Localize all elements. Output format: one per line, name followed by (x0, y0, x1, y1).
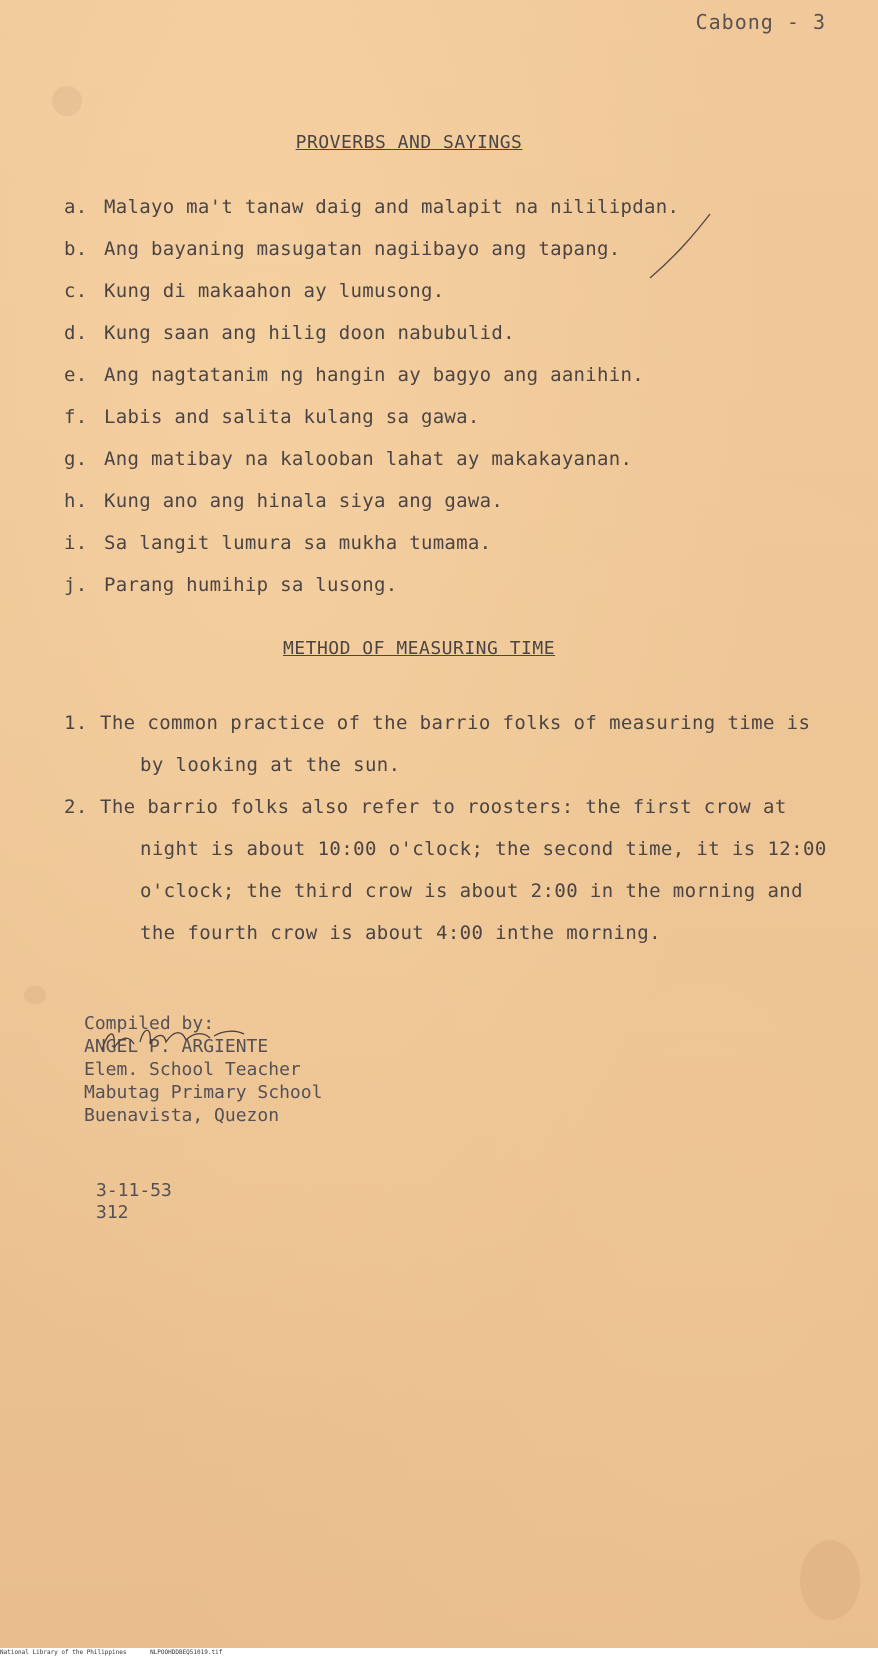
proverbs-list (64, 196, 679, 616)
proverb-text: Malayo ma't tanaw daig and malapit na nililipdan. (104, 196, 680, 218)
document-number: 312 (96, 1202, 129, 1223)
item-number: 2. (64, 796, 88, 818)
item-letter: i. (64, 532, 88, 554)
list-item (64, 406, 679, 448)
item-number: 1. (64, 712, 88, 734)
scan-footer (0, 1648, 878, 1658)
list-item (64, 238, 679, 280)
compiled-by-label: Compiled by: (84, 1013, 215, 1034)
list-item (64, 574, 679, 616)
list-item (64, 786, 834, 954)
compiler-school: Mabutag Primary School (84, 1082, 323, 1103)
item-letter: b. (64, 238, 88, 260)
paper-stain (52, 86, 82, 116)
item-letter: g. (64, 448, 88, 470)
pen-check-mark (644, 210, 714, 282)
list-item (64, 532, 679, 574)
compiler-name: ANGEL P. ARGIENTE (84, 1036, 269, 1057)
item-letter: a. (64, 196, 88, 218)
paper-stain (800, 1540, 860, 1620)
proverb-text: Sa langit lumura sa mukha tumama. (104, 532, 492, 554)
proverbs-heading: PROVERBS AND SAYINGS (295, 132, 523, 153)
method-text: The barrio folks also refer to roosters: the first crow at night is about 10:00 o'clock; the second time, it is 12:00 o'clock; the third crow is about 2:00 in the morning and the fourth crow is about 4:00 inthe morning. (100, 796, 827, 944)
item-letter: e. (64, 364, 88, 386)
proverb-text: Ang matibay na kalooban lahat ay makakayanan. (104, 448, 633, 470)
item-letter: f. (64, 406, 88, 428)
page-identifier: Cabong - 3 (695, 10, 826, 34)
item-letter: c. (64, 280, 88, 302)
date-block (96, 1180, 172, 1224)
scan-filename: NLPOOHDDBEQ51019.tif (150, 1649, 223, 1656)
list-item (64, 448, 679, 490)
compiler-title: Elem. School Teacher (84, 1059, 301, 1080)
proverb-text: Parang humihip sa lusong. (104, 574, 398, 596)
list-item (64, 196, 679, 238)
item-letter: d. (64, 322, 88, 344)
proverb-text: Labis and salita kulang sa gawa. (104, 406, 480, 428)
list-item (64, 702, 834, 786)
proverb-text: Ang nagtatanim ng hangin ay bagyo ang aanihin. (104, 364, 644, 386)
method-heading: METHOD OF MEASURING TIME (282, 638, 556, 659)
list-item (64, 490, 679, 532)
proverb-text: Ang bayaning masugatan nagiibayo ang tapang. (104, 238, 621, 260)
item-letter: j. (64, 574, 88, 596)
method-list (64, 702, 834, 954)
document-date: 3-11-53 (96, 1180, 172, 1201)
signature-block (84, 1012, 322, 1127)
list-item (64, 364, 679, 406)
compiler-location: Buenavista, Quezon (84, 1105, 280, 1126)
proverb-text: Kung di makaahon ay lumusong. (104, 280, 445, 302)
proverb-text: Kung ano ang hinala siya ang gawa. (104, 490, 504, 512)
list-item (64, 322, 679, 364)
handwritten-signature-icon (94, 1020, 264, 1060)
proverb-text: Kung saan ang hilig doon nabubulid. (104, 322, 515, 344)
library-credit: National Library of the Philippines (0, 1649, 127, 1656)
item-letter: h. (64, 490, 88, 512)
method-text: The common practice of the barrio folks of measuring time is by looking at the sun. (100, 712, 811, 776)
paper-stain (24, 986, 46, 1004)
list-item (64, 280, 679, 322)
